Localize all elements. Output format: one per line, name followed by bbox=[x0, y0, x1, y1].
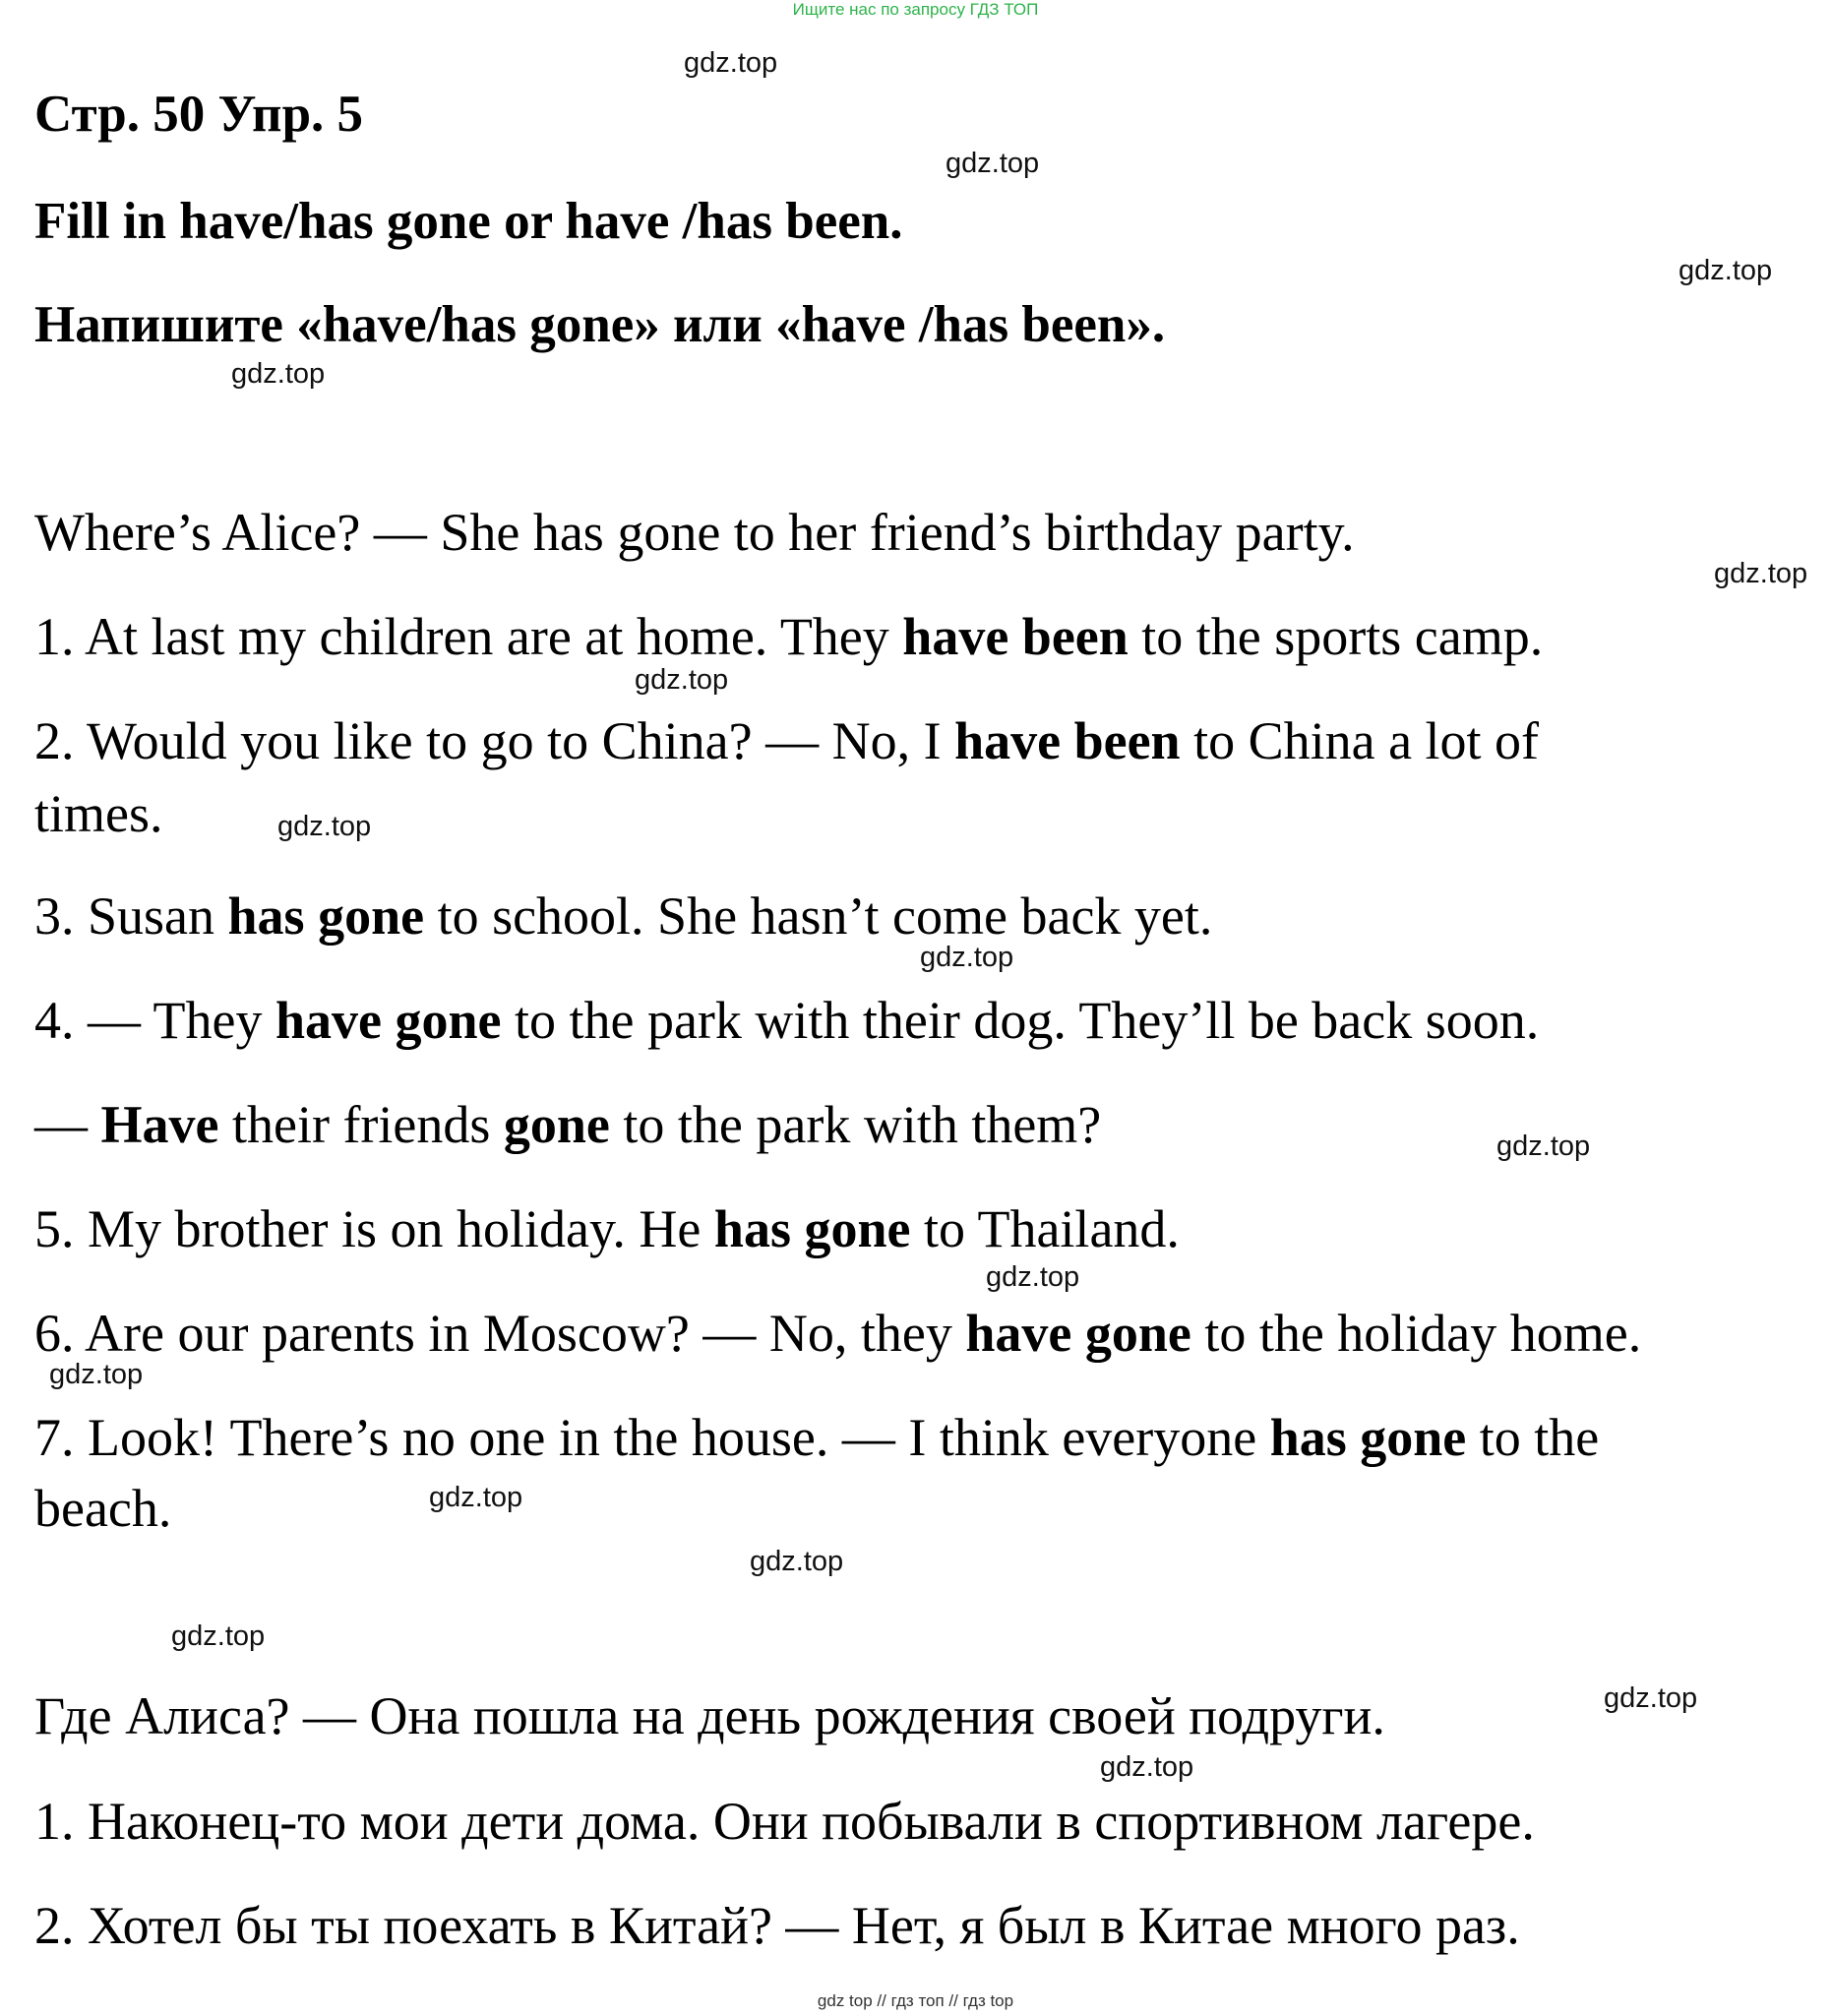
watermark: gdz.top bbox=[920, 942, 1014, 973]
watermark: gdz.top bbox=[1678, 255, 1773, 286]
task-english: Fill in have/has gone or have /has been. bbox=[34, 193, 903, 250]
answer-6 bbox=[34, 1303, 1641, 1364]
watermark: gdz.top bbox=[635, 664, 729, 696]
translation-2: 2. Хотел бы ты поехать в Китай? — Нет, я был в Китае много раз. bbox=[34, 1896, 1520, 1955]
answer-2-continued: times. bbox=[34, 784, 163, 843]
answer-7-continued: beach. bbox=[34, 1479, 172, 1538]
footer: gdz top // гдз топ // гдз top bbox=[817, 1991, 1014, 2010]
answer-bold: have been bbox=[954, 711, 1181, 770]
answer-bold: have been bbox=[902, 607, 1129, 666]
answer-text: — bbox=[34, 1095, 101, 1154]
answer-text: 6. Are our parents in Moscow? — No, they bbox=[34, 1304, 966, 1363]
answer-5 bbox=[34, 1198, 1180, 1259]
answer-4 bbox=[34, 990, 1539, 1051]
answer-text: 5. My brother is on holiday. He bbox=[34, 1199, 714, 1258]
watermark: gdz.top bbox=[1496, 1130, 1591, 1162]
answer-text: their friends bbox=[218, 1095, 504, 1154]
answer-text: to China a lot of bbox=[1180, 711, 1540, 770]
answer-4-question bbox=[34, 1094, 1101, 1155]
answer-text: to Thailand. bbox=[910, 1199, 1180, 1258]
answer-text: 2. Would you like to go to China? — No, I bbox=[34, 711, 955, 770]
watermark: gdz.top bbox=[1604, 1682, 1698, 1714]
top-banner: Ищите нас по запросу ГДЗ ТОП bbox=[792, 0, 1039, 19]
answer-text: to the sports camp. bbox=[1128, 607, 1544, 666]
watermark: gdz.top bbox=[986, 1261, 1080, 1293]
answer-text: to the holiday home. bbox=[1190, 1304, 1642, 1363]
answer-bold: gone bbox=[503, 1095, 610, 1154]
answer-7 bbox=[34, 1407, 1599, 1468]
answer-text: to school. She hasn’t come back yet. bbox=[424, 886, 1213, 946]
answer-bold: Have bbox=[100, 1095, 219, 1154]
answer-text: 1. At last my children are at home. They bbox=[34, 607, 903, 666]
answer-bold: have gone bbox=[965, 1304, 1191, 1363]
answer-text: 4. — They bbox=[34, 991, 275, 1050]
answer-1 bbox=[34, 606, 1543, 667]
answer-text: to the park with their dog. They’ll be back soon. bbox=[501, 991, 1540, 1050]
answer-text: 7. Look! There’s no one in the house. — I think everyone bbox=[34, 1408, 1270, 1467]
answer-bold: has gone bbox=[227, 886, 425, 946]
watermark: gdz.top bbox=[171, 1620, 266, 1652]
watermark: gdz.top bbox=[1100, 1751, 1194, 1783]
answer-bold: have gone bbox=[275, 991, 502, 1050]
watermark: gdz.top bbox=[946, 148, 1040, 179]
translation-example: Где Алиса? — Она пошла на день рождения своей подруги. bbox=[34, 1686, 1385, 1745]
watermark: gdz.top bbox=[277, 811, 372, 842]
watermark: gdz.top bbox=[750, 1546, 844, 1577]
watermark: gdz.top bbox=[49, 1359, 144, 1390]
watermark: gdz.top bbox=[684, 47, 778, 79]
watermark: gdz.top bbox=[231, 358, 326, 390]
watermark: gdz.top bbox=[429, 1482, 523, 1513]
translation-1: 1. Наконец-то мои дети дома. Они побывали в спортивном лагере. bbox=[34, 1792, 1535, 1851]
answer-bold: has gone bbox=[1269, 1408, 1467, 1467]
answer-bold: has gone bbox=[713, 1199, 911, 1258]
answer-2 bbox=[34, 710, 1539, 771]
page-title: Стр. 50 Упр. 5 bbox=[34, 86, 364, 143]
answer-text: to the park with them? bbox=[609, 1095, 1102, 1154]
example-line: Where’s Alice? — She has gone to her friend’s birthday party. bbox=[34, 503, 1355, 562]
answer-text: 3. Susan bbox=[34, 886, 228, 946]
answer-text: to the bbox=[1466, 1408, 1600, 1467]
answer-3 bbox=[34, 886, 1212, 947]
watermark: gdz.top bbox=[1714, 558, 1808, 589]
task-russian: Напишите «have/has gone» или «have /has been». bbox=[34, 296, 1166, 353]
